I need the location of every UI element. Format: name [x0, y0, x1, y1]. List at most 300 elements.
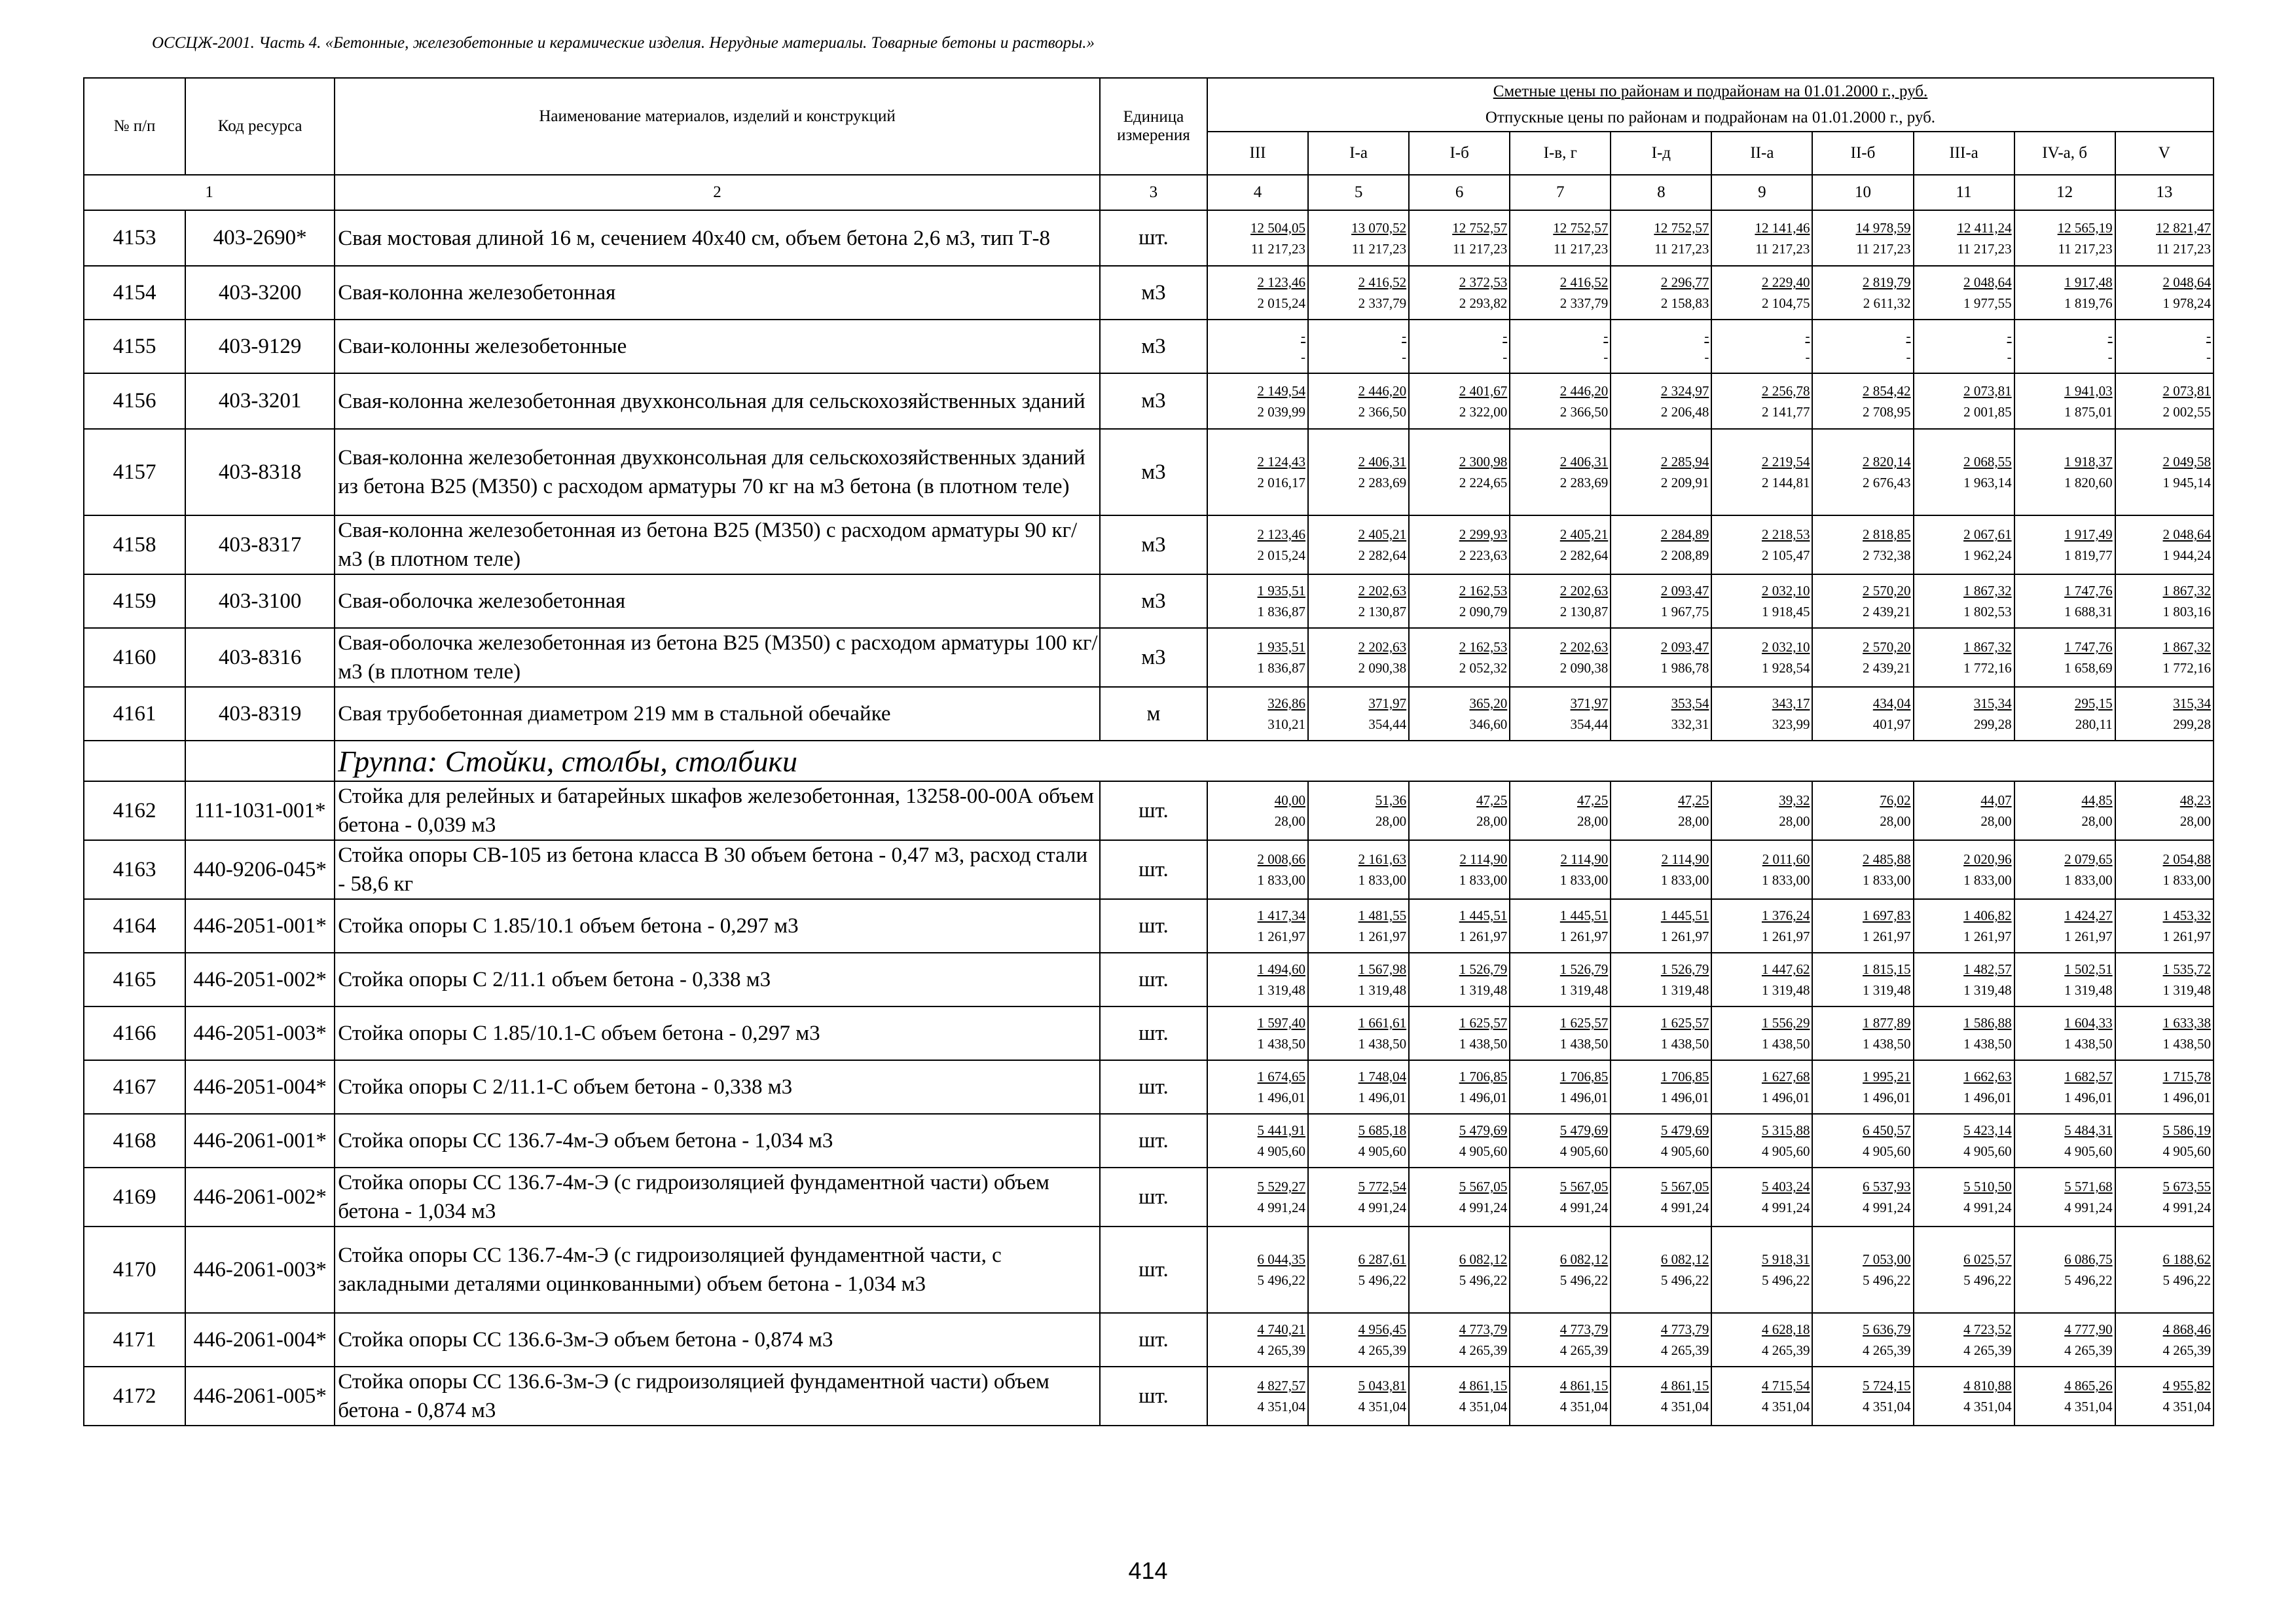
- release-price: -: [1805, 349, 1810, 365]
- resource-code: 403-3100: [185, 574, 335, 628]
- release-price: 5 496,22: [1257, 1272, 1306, 1288]
- estimate-price: 1 662,63: [1963, 1069, 2012, 1084]
- release-price: 2 366,50: [1559, 403, 1609, 420]
- estimate-price: 1 526,79: [1459, 961, 1508, 977]
- release-price: 1 438,50: [1660, 1036, 1709, 1052]
- estimate-price: 4 773,79: [1559, 1321, 1609, 1337]
- release-price: 1 802,53: [1963, 604, 2012, 619]
- price-cell: [1308, 840, 1409, 899]
- price-cell: [1812, 1114, 1913, 1168]
- release-price: 2 322,00: [1459, 403, 1508, 420]
- price-cell: [1812, 1168, 1913, 1227]
- price-cell: [1409, 1006, 1510, 1060]
- region-header: III-а: [1914, 132, 2014, 175]
- release-price: 5 496,22: [1761, 1272, 1810, 1288]
- release-price: 11 217,23: [1452, 240, 1508, 257]
- release-price: 4 351,04: [2162, 1399, 2211, 1414]
- estimate-price: 2 079,65: [2064, 851, 2113, 867]
- row-number: 4169: [84, 1168, 185, 1227]
- release-price: 1 438,50: [1963, 1036, 2012, 1052]
- resource-code: 446-2061-001*: [185, 1114, 335, 1168]
- price-cell: [2014, 266, 2115, 320]
- price-cell: [1409, 373, 1510, 429]
- estimate-price: 2 446,20: [1358, 382, 1407, 399]
- unit-of-measure: шт.: [1100, 1006, 1207, 1060]
- price-cell: [1914, 840, 2014, 899]
- price-cell: [1914, 1060, 2014, 1114]
- unit-of-measure: шт.: [1100, 1168, 1207, 1227]
- resource-code: 446-2061-004*: [185, 1313, 335, 1367]
- release-price: 4 905,60: [1358, 1143, 1407, 1159]
- price-cell: [1510, 1114, 1611, 1168]
- estimate-price: 2 123,46: [1257, 526, 1306, 542]
- release-price: 5 496,22: [1459, 1272, 1508, 1288]
- table-row: [84, 840, 2214, 899]
- release-price: 1 945,14: [2162, 475, 2211, 490]
- release-price: 4 991,24: [2162, 1200, 2211, 1215]
- release-price: 11 217,23: [1554, 240, 1609, 257]
- release-price: 1 836,87: [1257, 604, 1306, 619]
- table-row: [84, 429, 2214, 515]
- estimate-price: 47,25: [1577, 792, 1609, 808]
- price-cell: [2014, 687, 2115, 741]
- release-price: 4 265,39: [1559, 1342, 1609, 1358]
- release-price: 1 261,97: [1761, 929, 1810, 944]
- estimate-price: 51,36: [1375, 792, 1407, 808]
- price-cell: [2014, 1006, 2115, 1060]
- price-cell: [1812, 210, 1913, 266]
- release-price: 1 438,50: [1358, 1036, 1407, 1052]
- estimate-price: 1 526,79: [1660, 961, 1709, 977]
- unit-of-measure: шт.: [1100, 210, 1207, 266]
- price-cell: [1611, 574, 1711, 628]
- unit-of-measure: шт.: [1100, 840, 1207, 899]
- estimate-price: 4 865,26: [2064, 1378, 2113, 1393]
- estimate-price: -: [2007, 328, 2012, 344]
- price-cell: [1812, 781, 1913, 840]
- release-price: 4 991,24: [1459, 1200, 1508, 1215]
- release-price: 2 144,81: [1761, 475, 1810, 490]
- price-cell: [1611, 1060, 1711, 1114]
- table-row: [84, 320, 2214, 373]
- price-cell: [1611, 429, 1711, 515]
- release-price: 1 819,77: [2064, 547, 2113, 563]
- release-price: 1 918,45: [1761, 604, 1810, 619]
- estimate-price: 6 082,12: [1660, 1251, 1709, 1267]
- price-cell: [1812, 266, 1913, 320]
- release-price: 2 224,65: [1459, 475, 1508, 490]
- release-price: -: [1301, 349, 1306, 365]
- release-price: 1 833,00: [1257, 872, 1306, 888]
- price-cell: [1914, 953, 2014, 1006]
- price-cell: [1711, 781, 1812, 840]
- estimate-price: 2 405,21: [1358, 526, 1407, 542]
- price-cell: [2014, 781, 2115, 840]
- release-price: 4 991,24: [1963, 1200, 2012, 1215]
- price-cell: [1914, 574, 2014, 628]
- unit-of-measure: шт.: [1100, 953, 1207, 1006]
- release-price: -: [2206, 349, 2211, 365]
- release-price: 2 016,17: [1257, 475, 1306, 490]
- price-cell: [1611, 1367, 1711, 1426]
- release-price: 4 991,24: [2064, 1200, 2113, 1215]
- unit-of-measure: шт.: [1100, 1313, 1207, 1367]
- resource-code: 403-3200: [185, 266, 335, 320]
- release-price: 28,00: [1577, 813, 1609, 829]
- row-number: 4168: [84, 1114, 185, 1168]
- price-cell: [1409, 1227, 1510, 1313]
- estimate-price: 2 296,77: [1660, 274, 1709, 290]
- price-cell: [1611, 373, 1711, 429]
- price-cell: [1308, 781, 1409, 840]
- price-cell: [1611, 781, 1711, 840]
- estimate-price: 6 086,75: [2064, 1251, 2113, 1267]
- table-row: [84, 574, 2214, 628]
- resource-code: 403-8319: [185, 687, 335, 741]
- estimate-price: 2 114,90: [1459, 851, 1508, 867]
- resource-code: 403-9129: [185, 320, 335, 373]
- price-cell: [2115, 1367, 2214, 1426]
- price-cell: [1611, 1168, 1711, 1227]
- estimate-price: 4 861,15: [1660, 1378, 1709, 1393]
- price-cell: [1409, 628, 1510, 687]
- price-cell: [1611, 210, 1711, 266]
- resource-code: 446-2051-004*: [185, 1060, 335, 1114]
- price-cell: [1711, 574, 1812, 628]
- price-cell: [1611, 1114, 1711, 1168]
- item-name: Стойка опоры СС 136.6-3м-Э (с гидроизоляцией фундаментной части) объем бетона - 0,874 м3: [335, 1367, 1100, 1426]
- estimate-price: -: [1704, 328, 1709, 344]
- release-price: 2 708,95: [1863, 403, 1911, 420]
- price-cell: [1409, 1168, 1510, 1227]
- table-row: [84, 687, 2214, 741]
- release-price: 28,00: [1375, 813, 1407, 829]
- estimate-price: 1 586,88: [1963, 1015, 2012, 1031]
- release-price: 2 104,75: [1761, 295, 1810, 311]
- price-cell: [1711, 1313, 1812, 1367]
- estimate-price: 2 406,31: [1559, 454, 1609, 470]
- price-cell: [1207, 840, 1308, 899]
- estimate-price: 371,97: [1570, 695, 1609, 711]
- release-price: 2 015,24: [1257, 295, 1306, 311]
- resource-code: 446-2051-001*: [185, 899, 335, 953]
- estimate-price: 5 685,18: [1358, 1122, 1407, 1138]
- estimate-price: 2 401,67: [1459, 382, 1508, 399]
- release-price: 354,44: [1368, 716, 1407, 732]
- row-number: 4154: [84, 266, 185, 320]
- unit-of-measure: шт.: [1100, 1227, 1207, 1313]
- estimate-price: 2 048,64: [1963, 274, 2012, 290]
- release-price: 2 283,69: [1559, 475, 1609, 490]
- estimate-price: 6 188,62: [2162, 1251, 2211, 1267]
- estimate-price: 1 445,51: [1559, 908, 1609, 923]
- release-price: 323,99: [1772, 716, 1810, 732]
- price-cell: [2115, 210, 2214, 266]
- release-price: 332,31: [1671, 716, 1709, 732]
- release-price: 1 803,16: [2162, 604, 2211, 619]
- price-cell: [2115, 628, 2214, 687]
- release-price: 1 496,01: [1559, 1090, 1609, 1105]
- price-cell: [2115, 1006, 2214, 1060]
- release-price: 2 293,82: [1459, 295, 1508, 311]
- release-price: 1 688,31: [2064, 604, 2113, 619]
- row-number: 4171: [84, 1313, 185, 1367]
- release-price: 2 105,47: [1761, 547, 1810, 563]
- price-cell: [1207, 1227, 1308, 1313]
- price-cell: [2014, 1367, 2115, 1426]
- estimate-price: 40,00: [1274, 792, 1306, 808]
- price-cell: [1308, 1313, 1409, 1367]
- table-row: [84, 373, 2214, 429]
- resource-code: 403-2690*: [185, 210, 335, 266]
- item-name: Свая-колонна железобетонная из бетона В25 (М350) с расходом арматуры 90 кг/м3 (в плотном теле): [335, 515, 1100, 574]
- estimate-price: 1 535,72: [2162, 961, 2211, 977]
- price-cell: [1914, 515, 2014, 574]
- resource-code: 440-9206-045*: [185, 840, 335, 899]
- price-cell: [2115, 781, 2214, 840]
- release-price: 1 772,16: [2162, 660, 2211, 676]
- price-cell: [1510, 953, 1611, 1006]
- estimate-price: 1 715,78: [2162, 1069, 2211, 1084]
- estimate-price: 2 048,64: [2162, 526, 2211, 542]
- release-price: 2 130,87: [1559, 604, 1609, 619]
- price-cell: [1711, 899, 1812, 953]
- estimate-price: 5 403,24: [1761, 1179, 1810, 1194]
- estimate-price: 434,04: [1872, 695, 1911, 711]
- row-number: 4160: [84, 628, 185, 687]
- group-title-cell: [335, 741, 2214, 781]
- estimate-price: 1 747,76: [2064, 639, 2113, 655]
- release-price: 1 261,97: [1358, 929, 1407, 944]
- unit-of-measure: шт.: [1100, 1060, 1207, 1114]
- group-spacer-code: [185, 741, 335, 781]
- estimate-price: 1 697,83: [1863, 908, 1911, 923]
- price-cell: [2014, 515, 2115, 574]
- estimate-price: 5 479,69: [1660, 1122, 1709, 1138]
- release-price: 5 496,22: [2162, 1272, 2211, 1288]
- price-cell: [1207, 1006, 1308, 1060]
- item-name: Сваи-колонны железобетонные: [335, 320, 1100, 373]
- price-cell: [1510, 429, 1611, 515]
- price-cell: [1914, 1114, 2014, 1168]
- price-cell: [2014, 899, 2115, 953]
- release-price: 4 351,04: [1761, 1399, 1810, 1414]
- estimate-price: 2 284,89: [1660, 526, 1709, 542]
- release-price: 4 351,04: [1863, 1399, 1911, 1414]
- estimate-price: 5 043,81: [1358, 1378, 1407, 1393]
- release-price: 1 438,50: [1459, 1036, 1508, 1052]
- release-price: 2 283,69: [1358, 475, 1407, 490]
- price-cell: [1308, 266, 1409, 320]
- estimate-price: 1 526,79: [1559, 961, 1609, 977]
- price-cell: [1308, 1168, 1409, 1227]
- estimate-price: -: [1503, 328, 1508, 344]
- estimate-price: 353,54: [1671, 695, 1709, 711]
- unit-of-measure: м3: [1100, 429, 1207, 515]
- estimate-price: 1 747,76: [2064, 583, 2113, 599]
- estimate-price: 2 067,61: [1963, 526, 2012, 542]
- price-cell: [1914, 266, 2014, 320]
- estimate-price: 4 777,90: [2064, 1321, 2113, 1337]
- unit-of-measure: шт.: [1100, 1114, 1207, 1168]
- release-price: 1 658,69: [2064, 660, 2113, 676]
- table-row: [84, 1006, 2214, 1060]
- price-cell: [1611, 1006, 1711, 1060]
- group-row: [84, 741, 2214, 781]
- price-cell: [1308, 574, 1409, 628]
- table-row: [84, 899, 2214, 953]
- release-price: 1 833,00: [1963, 872, 2012, 888]
- release-price: 2 141,77: [1761, 403, 1810, 420]
- price-cell: [1812, 1006, 1913, 1060]
- price-cell: [1207, 1114, 1308, 1168]
- price-cell: [1510, 1060, 1611, 1114]
- release-price: 4 265,39: [1660, 1342, 1709, 1358]
- region-header: I-а: [1308, 132, 1409, 175]
- region-header: II-а: [1711, 132, 1812, 175]
- price-cell: [1409, 574, 1510, 628]
- release-price: 1 319,48: [1559, 982, 1609, 998]
- estimate-price: 5 571,68: [2064, 1179, 2113, 1194]
- estimate-price: 2 219,54: [1761, 454, 1810, 470]
- release-price: 1 833,00: [1358, 872, 1407, 888]
- price-cell: [1409, 1060, 1510, 1114]
- price-cell: [1207, 781, 1308, 840]
- release-price: 11 217,23: [2058, 240, 2113, 257]
- estimate-price: 2 032,10: [1761, 639, 1810, 655]
- price-cell: [2014, 840, 2115, 899]
- price-cell: [1308, 1227, 1409, 1313]
- estimate-price: 2 149,54: [1257, 382, 1306, 399]
- price-cell: [1409, 210, 1510, 266]
- price-cell: [1510, 687, 1611, 741]
- price-cell: [1711, 1114, 1812, 1168]
- release-price: 1 496,01: [1358, 1090, 1407, 1105]
- release-price: 1 261,97: [1660, 929, 1709, 944]
- release-price: 1 986,78: [1660, 660, 1709, 676]
- estimate-price: 2 093,47: [1660, 639, 1709, 655]
- release-price: 4 351,04: [2064, 1399, 2113, 1414]
- column-number: 3: [1100, 175, 1207, 210]
- estimate-price: 2 446,20: [1559, 382, 1609, 399]
- price-cell: [2014, 1168, 2115, 1227]
- price-cell: [2115, 373, 2214, 429]
- estimate-price: 2 114,90: [1661, 851, 1709, 867]
- price-cell: [2115, 687, 2214, 741]
- release-price: 4 265,39: [1863, 1342, 1911, 1358]
- estimate-price: 1 706,85: [1559, 1069, 1609, 1084]
- region-header: III: [1207, 132, 1308, 175]
- release-price: 1 963,14: [1963, 475, 2012, 490]
- release-price: 5 496,22: [1559, 1272, 1609, 1288]
- estimate-price: 5 567,05: [1559, 1179, 1609, 1194]
- release-price: -: [1704, 349, 1709, 365]
- price-cell: [1812, 373, 1913, 429]
- estimate-price: 4 773,79: [1660, 1321, 1709, 1337]
- column-number: 5: [1308, 175, 1409, 210]
- price-cell: [1611, 687, 1711, 741]
- column-number: 13: [2115, 175, 2214, 210]
- region-header: I-б: [1409, 132, 1510, 175]
- price-cell: [1914, 320, 2014, 373]
- estimate-price: 1 941,03: [2064, 382, 2113, 399]
- release-price: 1 833,00: [2162, 872, 2211, 888]
- price-cell: [2115, 429, 2214, 515]
- price-cell: [1611, 320, 1711, 373]
- price-cell: [1510, 1227, 1611, 1313]
- price-cell: [1409, 266, 1510, 320]
- price-cell: [1711, 210, 1812, 266]
- release-price: 1 836,87: [1257, 660, 1306, 676]
- release-price: 4 991,24: [1863, 1200, 1911, 1215]
- price-cell: [1611, 1313, 1711, 1367]
- release-price: 4 991,24: [1660, 1200, 1709, 1215]
- price-cell: [2014, 574, 2115, 628]
- release-price: 1 967,75: [1660, 604, 1709, 619]
- column-header-number: № п/п: [84, 78, 185, 175]
- release-price: 11 217,23: [1654, 240, 1709, 257]
- price-cell: [1611, 266, 1711, 320]
- price-cell: [2014, 320, 2115, 373]
- price-cell: [2014, 1227, 2115, 1313]
- table-row: [84, 1060, 2214, 1114]
- price-cell: [2014, 1060, 2115, 1114]
- release-price: 2 209,91: [1660, 475, 1709, 490]
- estimate-price: 12 821,47: [2156, 219, 2211, 236]
- estimate-price: 7 053,00: [1863, 1251, 1911, 1267]
- estimate-price: 1 604,33: [2064, 1015, 2113, 1031]
- release-price: 4 351,04: [1459, 1399, 1508, 1414]
- estimate-price: 2 416,52: [1559, 274, 1609, 290]
- release-price: 2 206,48: [1660, 403, 1709, 420]
- estimate-price: 6 082,12: [1459, 1251, 1508, 1267]
- estimate-price: 2 073,81: [1963, 382, 2012, 399]
- estimate-price: 6 082,12: [1559, 1251, 1609, 1267]
- estimate-price: 1 682,57: [2064, 1069, 2113, 1084]
- release-price: 5 496,22: [1358, 1272, 1407, 1288]
- price-cell: [1914, 373, 2014, 429]
- release-price: 1 496,01: [1761, 1090, 1810, 1105]
- estimate-price: 5 484,31: [2064, 1122, 2113, 1138]
- release-price: 2 337,79: [1358, 295, 1407, 311]
- release-price: 280,11: [2075, 716, 2113, 732]
- price-cell: [2014, 210, 2115, 266]
- price-cell: [1510, 899, 1611, 953]
- estimate-price: 5 636,79: [1863, 1321, 1911, 1337]
- estimate-price: 1 556,29: [1761, 1015, 1810, 1031]
- estimate-price: -: [1603, 328, 1609, 344]
- price-cell: [1812, 840, 1913, 899]
- price-cell: [1308, 628, 1409, 687]
- release-price: 1 496,01: [1863, 1090, 1911, 1105]
- item-name: Стойка опоры С 2/11.1 объем бетона - 0,338 м3: [335, 953, 1100, 1006]
- price-cell: [1711, 1227, 1812, 1313]
- release-price: 2 158,83: [1660, 295, 1709, 311]
- release-price: 5 496,22: [1660, 1272, 1709, 1288]
- estimate-price: 4 956,45: [1358, 1321, 1407, 1337]
- release-price: 11 217,23: [1250, 240, 1306, 257]
- estimate-price: 295,15: [2074, 695, 2113, 711]
- price-cell: [1207, 1060, 1308, 1114]
- price-cell: [1711, 1168, 1812, 1227]
- estimate-price: 5 479,69: [1459, 1122, 1508, 1138]
- release-price: 354,44: [1570, 716, 1609, 732]
- table-row: [84, 1313, 2214, 1367]
- price-cell: [2014, 1313, 2115, 1367]
- price-cell: [2115, 320, 2214, 373]
- price-cell: [1914, 899, 2014, 953]
- item-name: Свая трубобетонная диаметром 219 мм в стальной обечайке: [335, 687, 1100, 741]
